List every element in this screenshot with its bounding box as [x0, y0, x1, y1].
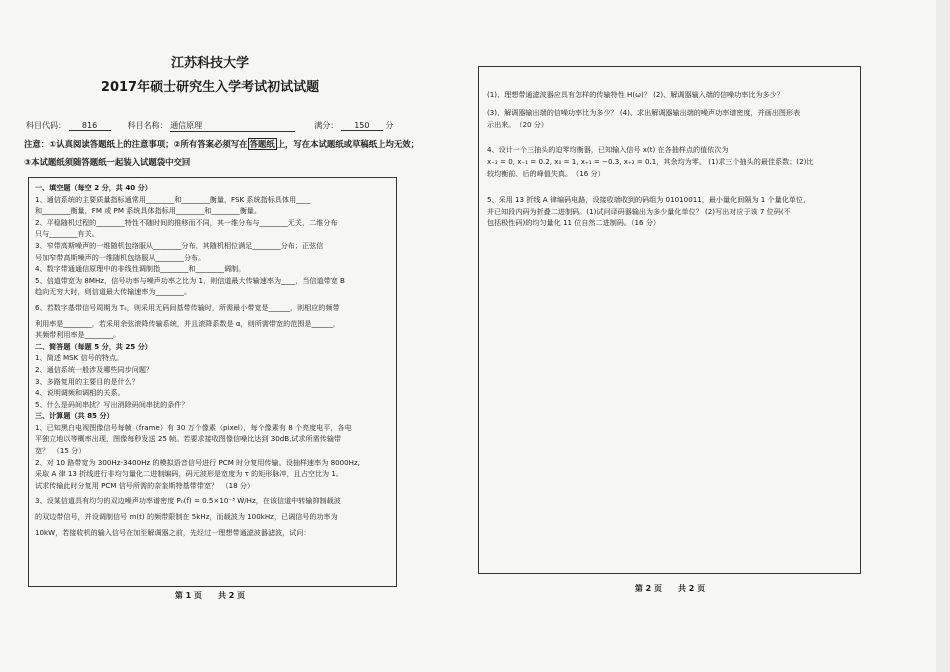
page-2: [470, 0, 950, 672]
question-line: 较均衡前、后的峰值失真。 （16 分）: [487, 168, 605, 178]
subject-name-label: 科目名称：: [127, 121, 168, 130]
question-line: 5、什么是码间串扰？写出消除码间串扰的条件？: [35, 399, 189, 409]
question-line: 5、信道带宽为 8MHz，信号功率与噪声功率之比为 1，则信道最大传输速率为____，当信道带宽 B: [35, 275, 345, 285]
question-line: 6、若数字基带信号周期为 Tₛ，则采用无码间基带传输时，所需最小带宽是______，则相应的频带: [35, 302, 340, 312]
question-line: 3、多路复用的主要目的是什么？: [35, 376, 139, 386]
question-line: 只与________有关。: [35, 229, 99, 239]
question-line: 趋向无穷大时，则信道最大传输速率为________。: [35, 287, 192, 297]
subject-code-label: 科目代码：: [26, 121, 66, 130]
question-line: 2、通信系统一般涉及哪些同步问题？: [35, 364, 154, 374]
question-box-right: [478, 66, 861, 574]
section-heading: 二、简答题（每题 5 分，共 25 分）: [35, 341, 152, 351]
question-line: 4、说明调频和调相的关系。: [35, 388, 125, 398]
question-line: 平独立地以等概率出现，图像每秒发送 25 帧。若要求接收图像信噪比达到 30dB,试求所需传输带: [35, 434, 342, 444]
exam-title: 2017年硕士研究生入学考试初试试题: [100, 80, 320, 95]
question-line: 利用率是________，若采用余弦滚降传输系统，并且滚降系数是 α，则所需带宽的范围是______，: [35, 318, 340, 328]
question-line: 10kW，若接收机的输入信号在加至解调器之前，先经过一理想带通滤波器滤波，试问：: [35, 527, 311, 537]
question-line: 1、简述 MSK 信号的特点。: [35, 353, 124, 363]
question-line: 宽？ （15 分）: [35, 446, 86, 456]
question-line: 包括极性码)的均匀量化 11 位自然二进制码。（16 分）: [487, 218, 661, 228]
subject-name-value: 通信原理: [170, 120, 295, 132]
question-line: 5、采用 13 折线 A 律编码电路，设接收端收到的码组为 01010011，最小量化间隔为 1 个量化单位，: [487, 194, 811, 204]
question-line: 2、平稳随机过程的________特性不随时间的推移而不同，其一维分布与________无关，二维分布: [35, 217, 338, 227]
question-line: 4、数字带通通信原理中的非线性调制指________和________调制。: [35, 264, 246, 274]
full-score-value: 150: [341, 121, 383, 131]
question-line: 号加窄带高斯噪声的一维随机包络服从________分布。: [35, 252, 206, 262]
notice-text-a: 注意：①认真阅读答题纸上的注意事项；②所有答案必须写在: [24, 139, 248, 149]
section-heading: 三、计算题（共 85 分）: [35, 411, 114, 421]
question-line: 4、设计一个三抽头的迫零均衡器，已知输入信号 x(t) 在各抽样点的值依次为: [487, 145, 729, 155]
question-line: 3、窄带高斯噪声的一维随机包络服从________分布，其随机相位满足________分布；正弦信: [35, 240, 324, 250]
question-box-left: [28, 177, 397, 587]
question-line: 3、设某信道具有均匀的双边噪声功率谱密度 Pₙ(f) = 0.5×10⁻³ W/Hz，在该信道中转输抑制载波: [35, 496, 341, 506]
university-name: 江苏科技大学: [170, 56, 249, 71]
exam-info-row: [26, 120, 393, 132]
scan-edge: [936, 0, 950, 672]
question-line: 的双边带信号，并设调制信号 m(t) 的频带限制在 5kHz，而载波为 100kHz，已调信号的功率为: [35, 512, 338, 522]
page-footer-2: 第 2 页 共 2 页: [634, 584, 706, 593]
section-heading: 一、填空题（每空 2 分，共 40 分）: [35, 183, 152, 192]
question-line: (3)、解调器输出端的信噪功率比为多少？ (4)、求出解调器输出端的噪声功率谱密度，并画出图形表: [487, 107, 801, 117]
notice-boxed-word: 答题纸: [249, 139, 275, 149]
question-line: 1、已知黑白电视图像信号每帧（frame）有 30 万个像素（pixel），每个像素有 8 个亮度电平，各电: [35, 422, 352, 432]
question-line: 采取 A 律 13 折线进行非均匀量化二进制编码，码元波形是宽度为 τ 的矩形脉冲，且占空比为 1。: [35, 469, 344, 479]
question-line: 1、通信系统的主要质量指标通常用________和________衡量，FSK 系统指标具体用____: [35, 194, 311, 204]
question-line: x₋₂ = 0, x₋₁ = 0.2, x₀ = 1, x₊₁ = −0.3, x₊₂ = 0.1，其余均为零。 (1)求三个抽头的最佳系数；(2)比: [487, 157, 814, 167]
notice-line-2: ③本试题纸须随答题纸一起装入试题袋中交回: [24, 157, 191, 167]
question-line: 并已知段内码为折叠二进制码。(1)试问译码器输出为多少量化单位？ (2)写出对应于该 7 位码(不: [487, 206, 791, 216]
question-line: 试求传输此时分复用 PCM 信号所需的奈奎斯特基带带宽？ （18 分）: [35, 480, 255, 490]
question-line: (1)、理想带通滤波器应具有怎样的传输特性 H(ω)？ (2)、解调器输入端的信噪功率比为多少？: [487, 90, 784, 99]
question-line: 其频带利用率是________。: [35, 330, 121, 340]
question-line: 示出来。 （20 分）: [487, 119, 548, 129]
full-score-label: 满分：: [314, 121, 339, 130]
subject-code-value: 816: [69, 121, 111, 131]
question-line: 和________衡量，FM 或 PM 系统具体指标用________和________衡量。: [35, 206, 261, 216]
notice-line-1: [24, 138, 419, 150]
notice-text-b: 上，写在本试题纸或草稿纸上均无效；: [276, 139, 420, 149]
question-line: 2、对 10 路带宽为 300Hz-3400Hz 的模拟语音信号进行 PCM 时分复用传输。设抽样速率为 8000Hz,: [35, 457, 360, 467]
page-footer-1: 第 1 页 共 2 页: [174, 591, 246, 600]
page-1: [0, 0, 470, 672]
full-score-unit: 分: [385, 121, 394, 130]
